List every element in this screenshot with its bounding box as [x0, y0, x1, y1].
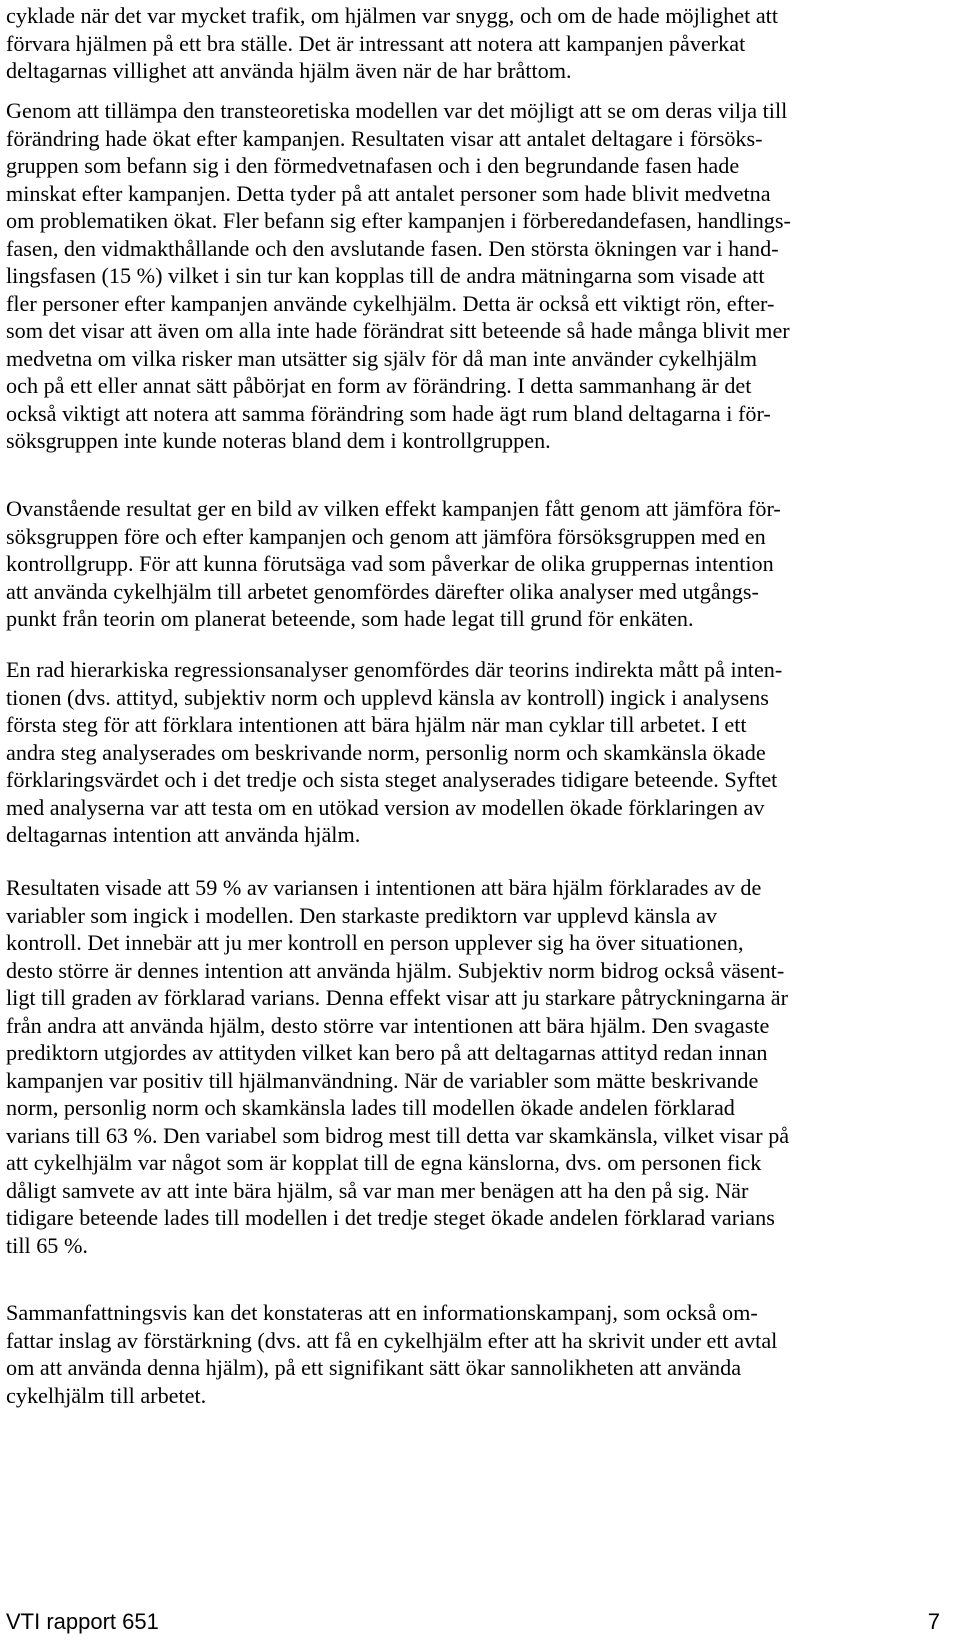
text-line: andra steg analyserades om beskrivande norm, personlig norm och skamkänsla ökade [6, 739, 766, 765]
paragraph-1 [6, 2, 778, 85]
text-line: Resultaten visade att 59 % av variansen i intentionen att bära hjälm förklarades av de [6, 875, 762, 900]
text-line: och på ett eller annat sätt påbörjat en form av förändring. I detta sammanhang är det [6, 373, 752, 398]
text-line: cyklade när det var mycket trafik, om hjälmen var snygg, och om de hade möjlighet att [6, 3, 779, 28]
text-line: En rad hierarkiska regressionsanalyser genomfördes där teorins indirekta mått på inten- [6, 657, 783, 682]
text-line: fasen, den vidmakthållande och den avslutande fasen. Den största ökningen var i hand- [6, 235, 779, 261]
paragraph-2 [6, 97, 791, 455]
text-line: förvara hjälmen på ett bra ställe. Det är intressant att notera att kampanjen påverkat [6, 30, 746, 56]
text-line: Ovanstående resultat ger en bild av vilken effekt kampanjen fått genom att jämföra för- [6, 496, 781, 521]
text-line: från andra att använda hjälm, desto större var intentionen att bära hjälm. Den svagaste [6, 1012, 770, 1038]
text-line: om att använda denna hjälm), på ett signifikant sätt ökar sannolikheten att använda [6, 1355, 742, 1380]
paragraph-3 [6, 495, 781, 633]
text-line: till 65 %. [6, 1232, 88, 1258]
text-line: punkt från teorin om planerat beteende, som hade legat till grund för enkäten. [6, 606, 694, 631]
text-line: förklaringsvärdet och i det tredje och sista steget analyserades tidigare beteende. Syftet [6, 767, 778, 792]
text-line: söksgruppen före och efter kampanjen och genom att jämföra försöksgruppen med en [6, 523, 766, 549]
text-line: med analyserna var att testa om en utökad version av modellen ökade förklaringen av [6, 794, 765, 820]
text-line: norm, personlig norm och skamkänsla lades till modellen ökade andelen förklarad [6, 1095, 735, 1120]
text-line: variabler som ingick i modellen. Den starkaste prediktorn var upplevd känsla av [6, 902, 718, 928]
text-line: dåligt samvete av att inte bära hjälm, så var man mer benägen att ha den på sig. När [6, 1177, 749, 1203]
text-line: tionen (dvs. attityd, subjektiv norm och upplevd känsla av kontroll) ingick i analysens [6, 684, 769, 710]
text-line: lingsfasen (15 %) vilket i sin tur kan kopplas till de andra mätningarna som visade att [6, 263, 765, 288]
text-line: kampanjen var positiv till hjälmanvändning. När de variabler som mätte beskrivande [6, 1067, 759, 1093]
text-line: deltagarnas intention att använda hjälm. [6, 822, 361, 847]
text-line: tidigare beteende lades till modellen i det tredje steget ökade andelen förklarad varians [6, 1205, 775, 1230]
text-line: cykelhjälm till arbetet. [6, 1382, 207, 1408]
text-line: Sammanfattningsvis kan det konstateras att en informationskampanj, som också om- [6, 1300, 758, 1325]
text-line: som det visar att även om alla inte hade förändrat sitt beteende så hade många blivit mer [6, 318, 790, 343]
paragraph-5 [6, 874, 789, 1259]
text-line: söksgruppen inte kunde noteras bland dem i kontrollgruppen. [6, 428, 551, 453]
text-line: ligt till graden av förklarad varians. Denna effekt visar att ju starkare påtryckningarna är [6, 985, 788, 1010]
text-line: om problematiken ökat. Fler befann sig efter kampanjen i förberedandefasen, handlings- [6, 208, 791, 233]
text-line: att använda cykelhjälm till arbetet genomfördes därefter olika analyser med utgångs- [6, 578, 759, 604]
report-name: VTI rapport 651 [6, 1609, 159, 1634]
text-line: att cykelhjälm var något som är kopplat till de egna känslorna, dvs. om personen fick [6, 1150, 762, 1175]
text-line: prediktorn utgjordes av attityden vilket kan bero på att deltagarnas attityd redan innan [6, 1040, 768, 1065]
text-line: första steg för att förklara intentionen att bära hjälm när man cyklar till arbetet. I ett [6, 712, 747, 737]
text-line: Genom att tillämpa den transteoretiska modellen var det möjligt att se om deras vilja till [6, 98, 788, 123]
text-line: kontroll. Det innebär att ju mer kontroll en person upplever sig ha över situationen, [6, 930, 744, 955]
text-line: deltagarnas villighet att använda hjälm även när de har bråttom. [6, 58, 572, 83]
text-line: fattar inslag av förstärkning (dvs. att få en cykelhjälm efter att ha skrivit under ett avtal [6, 1327, 778, 1353]
text-line: minskat efter kampanjen. Detta tyder på att antalet personer som hade blivit medvetna [6, 180, 771, 206]
text-line: förändring hade ökat efter kampanjen. Resultaten visar att antalet deltagare i försöks- [6, 125, 763, 151]
paragraph-4 [6, 656, 782, 849]
text-line: desto större är dennes intention att använda hjälm. Subjektiv norm bidrog också väsent- [6, 957, 785, 983]
text-line: också viktigt att notera att samma förändring som hade ägt rum bland deltagarna i för- [6, 400, 771, 426]
text-line: gruppen som befann sig i den förmedvetnafasen och i den begrundande fasen hade [6, 153, 740, 178]
text-line: varians till 63 %. Den variabel som bidrog mest till detta var skamkänsla, vilket visar på [6, 1122, 790, 1148]
paragraph-6 [6, 1299, 777, 1409]
text-line: medvetna om vilka risker man utsätter sig själv för då man inte använder cykelhjälm [6, 345, 758, 371]
text-line: kontrollgrupp. För att kunna förutsäga vad som påverkar de olika gruppernas intention [6, 551, 774, 576]
text-line: fler personer efter kampanjen använde cykelhjälm. Detta är också ett viktigt rön, efter- [6, 290, 775, 316]
page-number: 7 [927, 1609, 940, 1634]
